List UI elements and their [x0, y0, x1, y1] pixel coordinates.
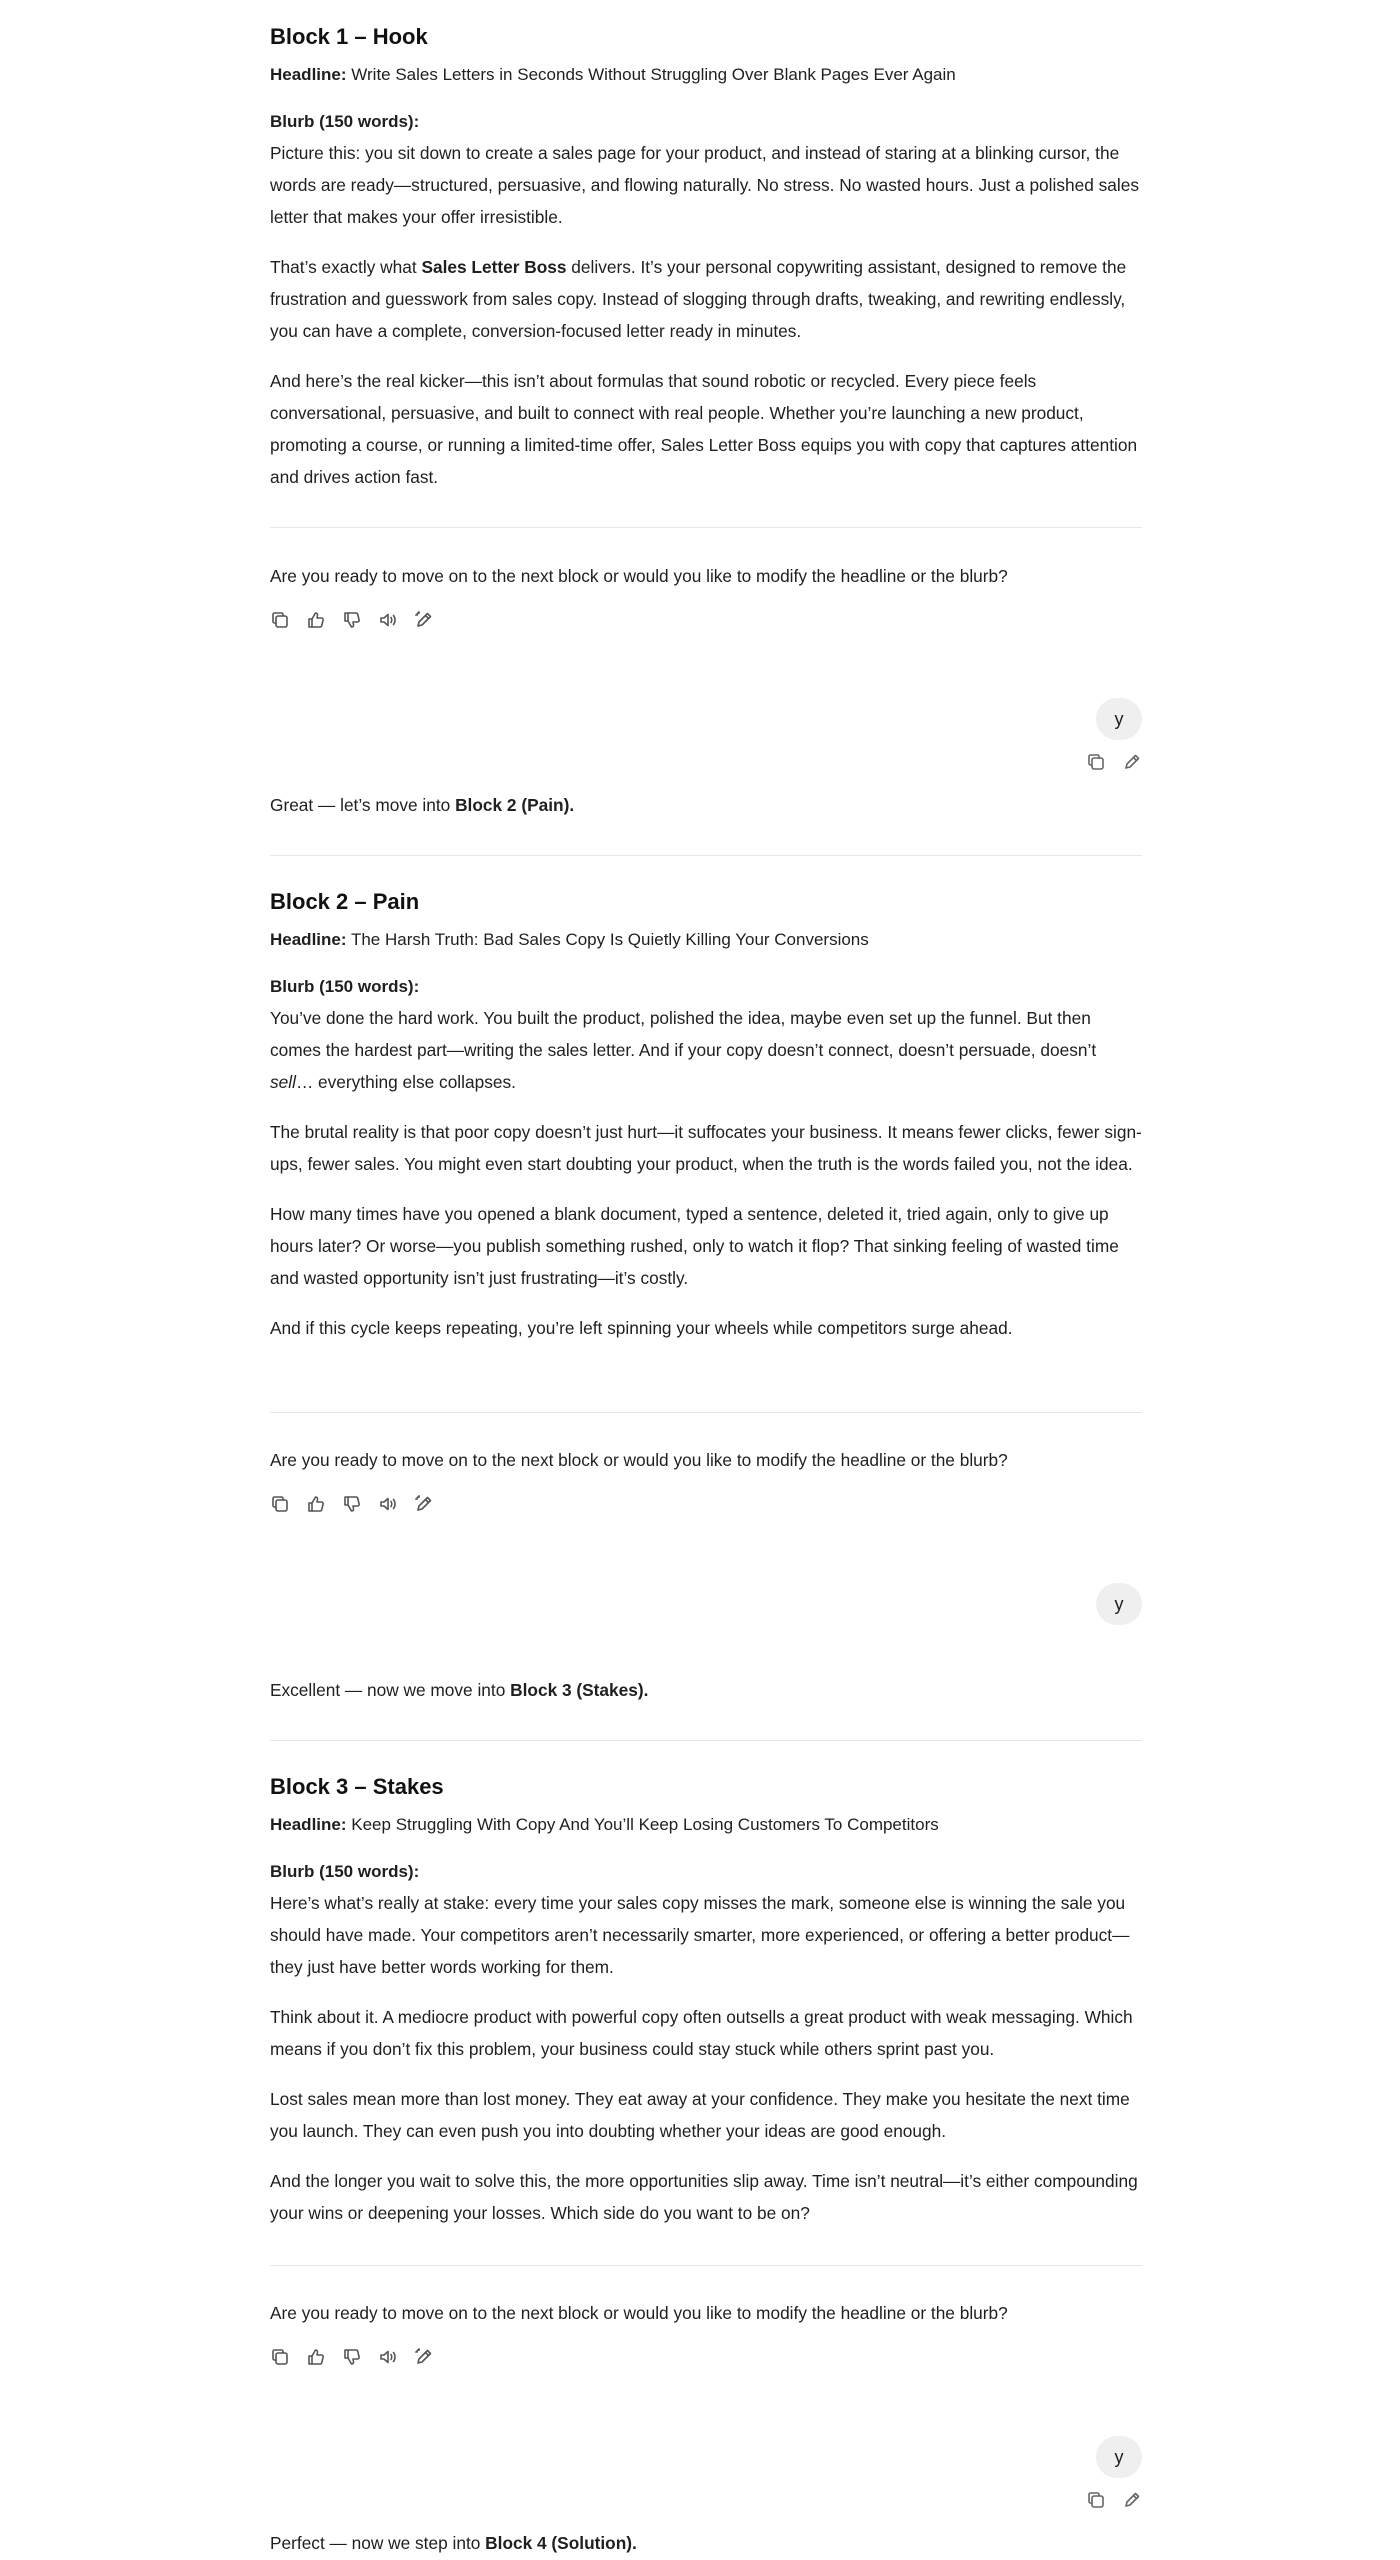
- read-aloud-icon[interactable]: [378, 610, 398, 630]
- text-run: That’s exactly what: [270, 257, 422, 277]
- assistant-message-block-3: [270, 1772, 1142, 2229]
- blurb-paragraph: The brutal reality is that poor copy doesn’t just hurt—it suffocates your business. It means fewer clicks, fewer sign-ups, fewer sales. You might even start doubting your product, when the truth is the words failed you, not the idea.: [270, 1122, 1142, 1174]
- divider: [270, 855, 1142, 856]
- blurb-paragraph: Here’s what’s really at stake: every time your sales copy misses the mark, someone else is winning the sale you should have made. Your competitors aren’t necessarily smarter, more experienced, or offering a better product—they just have better words working for them.: [270, 1893, 1130, 1977]
- headline-line: [270, 61, 1142, 89]
- blurb-paragraph: [270, 251, 1142, 347]
- assistant-message-block-1: [270, 22, 1142, 493]
- edit-response-icon[interactable]: [414, 610, 434, 630]
- thumbs-up-icon[interactable]: [306, 2347, 326, 2367]
- block-title: Block 3 – Stakes: [270, 1774, 444, 1799]
- follow-up-question: Are you ready to move on to the next block or would you like to modify the headline or the blurb?: [270, 566, 1008, 586]
- assistant-transition: [270, 2529, 637, 2557]
- headline-label: Headline:: [270, 1815, 347, 1834]
- thumbs-down-icon[interactable]: [342, 610, 362, 630]
- text-run: You’ve done the hard work. You built the product, polished the idea, maybe even set up the funnel. But then comes the hardest part—writing the sales letter. And if your copy doesn’t connect, doesn’t persuade, doesn’t: [270, 1008, 1097, 1060]
- blurb-paragraph: Lost sales mean more than lost money. They eat away at your confidence. They make you hesitate the next time you launch. They can even push you into doubting whether your ideas are good enough.: [270, 2089, 1130, 2141]
- copy-icon[interactable]: [270, 2347, 290, 2367]
- blurb-paragraph: And if this cycle keeps repeating, you’re left spinning your wheels while competitors surge ahead.: [270, 1318, 1013, 1338]
- divider: [270, 1740, 1142, 1741]
- assistant-transition: [270, 791, 574, 819]
- edit-icon[interactable]: [1122, 2490, 1142, 2510]
- blurb-paragraph: Picture this: you sit down to create a sales page for your product, and instead of staring at a blinking cursor, the words are ready—structured, persuasive, and flowing naturally. No stress. No wasted hours. Just a polished sales letter that makes your offer irresistible.: [270, 143, 1139, 227]
- text-run: delivers. It’s your personal copywriting assistant, designed to remove the frustration and guesswork from sales copy. Instead of slogging through drafts, tweaking, and rewriting endlessly, you can have a complete, conversion-focused letter ready in minutes.: [270, 257, 1127, 341]
- edit-icon[interactable]: [1122, 752, 1142, 772]
- headline-line: [270, 926, 1142, 954]
- headline-label: Headline:: [270, 930, 347, 949]
- blurb-label: Blurb (150 words):: [270, 977, 420, 996]
- blurb-paragraph: Think about it. A mediocre product with powerful copy often outsells a great product with weak messaging. Which means if you don’t fix this problem, your business could stay stuck while others sprint past you.: [270, 2007, 1133, 2059]
- message-actions: [270, 1494, 434, 1514]
- edit-response-icon[interactable]: [414, 2347, 434, 2367]
- user-message-bubble: y: [1096, 698, 1142, 740]
- message-actions: [270, 610, 434, 630]
- blurb-label: Blurb (150 words):: [270, 1862, 420, 1881]
- headline-text: The Harsh Truth: Bad Sales Copy Is Quietly Killing Your Conversions: [350, 930, 869, 949]
- thumbs-down-icon[interactable]: [342, 2347, 362, 2367]
- user-message-bubble: y: [1096, 1583, 1142, 1625]
- headline-text: Write Sales Letters in Seconds Without Struggling Over Blank Pages Ever Again: [351, 65, 956, 84]
- text-run: Perfect — now we step into: [270, 2533, 486, 2553]
- next-block-label: Block 2 (Pain).: [455, 795, 575, 815]
- divider: [270, 527, 1142, 528]
- divider: [270, 2265, 1142, 2266]
- next-block-label: Block 4 (Solution).: [485, 2533, 637, 2553]
- blurb-label: Blurb (150 words):: [270, 112, 420, 131]
- read-aloud-icon[interactable]: [378, 1494, 398, 1514]
- divider: [270, 1412, 1142, 1413]
- thumbs-up-icon[interactable]: [306, 610, 326, 630]
- thumbs-up-icon[interactable]: [306, 1494, 326, 1514]
- assistant-message-block-2: [270, 887, 1142, 1344]
- user-message-actions: [1086, 2490, 1142, 2510]
- headline-text: Keep Struggling With Copy And You’ll Keep Losing Customers To Competitors: [351, 1815, 939, 1834]
- emphasis: sell: [270, 1072, 296, 1092]
- copy-icon[interactable]: [1086, 2490, 1106, 2510]
- next-block-label: Block 3 (Stakes).: [510, 1680, 649, 1700]
- blurb-paragraph: How many times have you opened a blank document, typed a sentence, deleted it, tried again, only to give up hours later? Or worse—you publish something rushed, only to watch it flop? That sinking feeling of wasted time and wasted opportunity isn’t just frustrating—it’s costly.: [270, 1204, 1119, 1288]
- thumbs-down-icon[interactable]: [342, 1494, 362, 1514]
- headline-line: [270, 1811, 1142, 1839]
- headline-label: Headline:: [270, 65, 347, 84]
- blurb-paragraph: And here’s the real kicker—this isn’t about formulas that sound robotic or recycled. Every piece feels conversational, persuasive, and built to connect with real people. Whether you’re launching a new product, promoting a course, or running a limited-time offer, Sales Letter Boss equips you with copy that captures attention and drives action fast.: [270, 371, 1138, 487]
- edit-response-icon[interactable]: [414, 1494, 434, 1514]
- follow-up-question: Are you ready to move on to the next block or would you like to modify the headline or the blurb?: [270, 1450, 1008, 1470]
- blurb-paragraph: And the longer you wait to solve this, the more opportunities slip away. Time isn’t neutral—it’s either compounding your wins or deepening your losses. Which side do you want to be on?: [270, 2171, 1138, 2223]
- block-title: Block 2 – Pain: [270, 889, 420, 914]
- message-actions: [270, 2347, 434, 2367]
- assistant-transition: [270, 1676, 648, 1704]
- copy-icon[interactable]: [270, 1494, 290, 1514]
- product-name: Sales Letter Boss: [421, 257, 567, 277]
- text-run: Great — let’s move into: [270, 795, 456, 815]
- text-run: Excellent — now we move into: [270, 1680, 511, 1700]
- read-aloud-icon[interactable]: [378, 2347, 398, 2367]
- copy-icon[interactable]: [1086, 752, 1106, 772]
- user-message-bubble: y: [1096, 2436, 1142, 2478]
- user-message-actions: [1086, 752, 1142, 772]
- text-run: … everything else collapses.: [295, 1072, 516, 1092]
- blurb-paragraph: [270, 1002, 1142, 1098]
- follow-up-question: Are you ready to move on to the next block or would you like to modify the headline or the blurb?: [270, 2303, 1008, 2323]
- copy-icon[interactable]: [270, 610, 290, 630]
- block-title: Block 1 – Hook: [270, 24, 428, 49]
